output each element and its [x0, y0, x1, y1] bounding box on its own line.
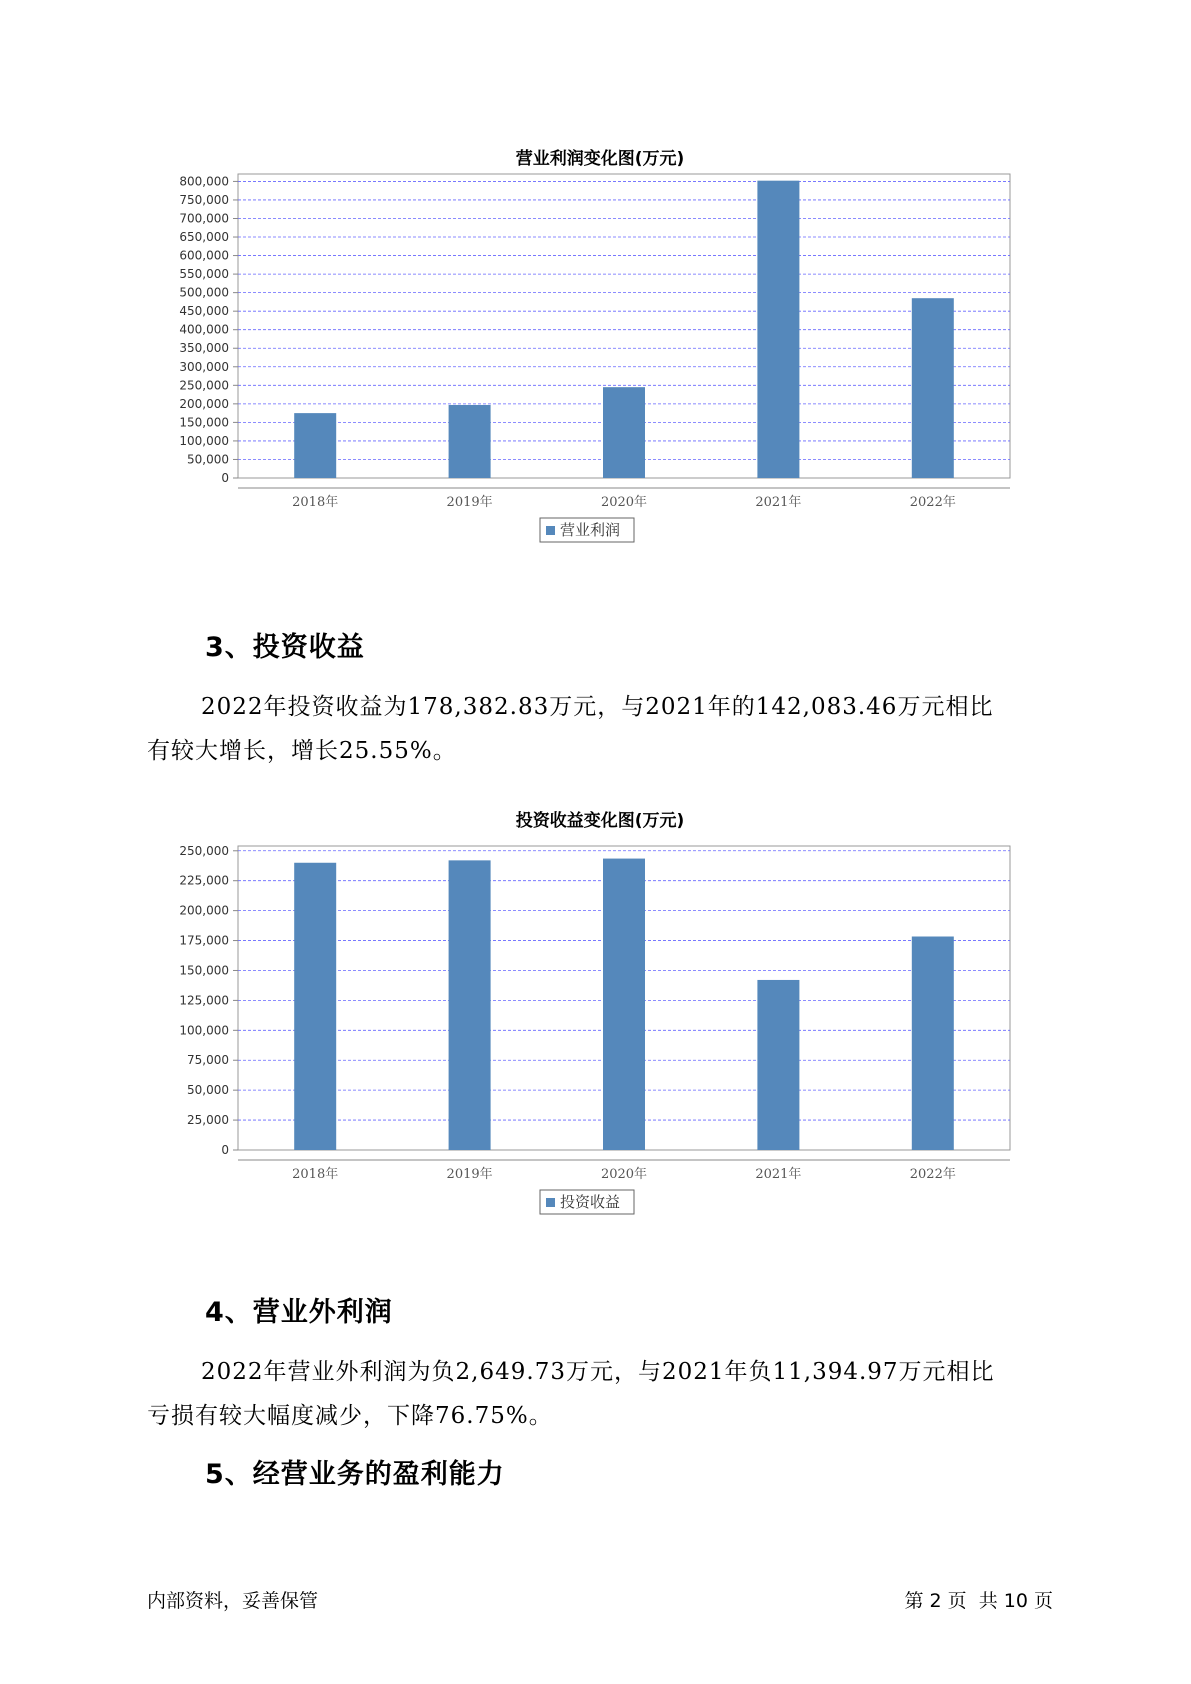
section-3-heading: 3、投资收益 [205, 632, 365, 663]
operating-profit-chart-svg [150, 140, 1050, 600]
x-tick-label: 2022年 [909, 495, 956, 510]
y-tick-label: 600,000 [179, 248, 229, 263]
y-tick-label: 250,000 [179, 378, 229, 393]
y-tick-label: 450,000 [179, 304, 229, 319]
y-tick-label: 100,000 [179, 433, 229, 448]
x-tick-label: 2020年 [600, 1167, 648, 1182]
legend-label: 营业利润 [560, 521, 621, 539]
y-tick-label: 650,000 [179, 230, 229, 245]
x-tick-label: 2019年 [446, 495, 493, 510]
section-4-line-2: 亏损有较大幅度减少，下降76.75%。 [147, 1403, 553, 1429]
y-tick-label: 225,000 [179, 873, 229, 888]
bar [603, 387, 645, 478]
investment-income-chart-svg [150, 802, 1050, 1262]
y-tick-label: 100,000 [179, 1023, 229, 1038]
y-tick-label: 125,000 [179, 993, 229, 1008]
section-3-paragraph [147, 685, 1067, 773]
x-tick-label: 2018年 [292, 1167, 339, 1182]
y-tick-label: 150,000 [179, 415, 229, 430]
section-4-line-1: 2022年营业外利润为负2,649.73万元，与2021年负11,394.97万元相比 [201, 1359, 995, 1385]
y-tick-label: 400,000 [179, 322, 229, 337]
bar [757, 980, 799, 1150]
bar [294, 413, 336, 478]
bar [294, 863, 336, 1150]
y-tick-label: 150,000 [179, 963, 229, 978]
y-tick-label: 0 [221, 1143, 229, 1157]
y-tick-label: 700,000 [179, 211, 229, 226]
y-tick-label: 550,000 [179, 267, 229, 282]
y-tick-label: 0 [221, 471, 229, 485]
section-5-heading: 5、经营业务的盈利能力 [205, 1459, 505, 1490]
bar [449, 405, 491, 478]
y-tick-label: 750,000 [179, 192, 229, 207]
section-3-line-2: 有较大增长，增长25.55%。 [147, 738, 457, 764]
chart-title: 营业利润变化图(万元) [515, 149, 685, 169]
bar [449, 860, 491, 1150]
y-tick-label: 75,000 [187, 1053, 229, 1068]
section-4-paragraph [147, 1350, 1067, 1438]
y-tick-label: 250,000 [179, 843, 229, 858]
y-tick-label: 200,000 [179, 396, 229, 411]
section-3-line-1: 2022年投资收益为178,382.83万元，与2021年的142,083.46万元相比 [201, 694, 994, 720]
y-tick-label: 500,000 [179, 285, 229, 300]
bar [912, 298, 954, 478]
x-tick-label: 2019年 [446, 1167, 493, 1182]
bar [603, 859, 645, 1150]
bar [912, 937, 954, 1150]
investment-income-chart [150, 802, 1050, 1262]
x-tick-label: 2022年 [909, 1167, 956, 1182]
y-tick-label: 200,000 [179, 903, 229, 918]
legend-swatch [546, 1198, 555, 1207]
y-tick-label: 800,000 [179, 174, 229, 189]
y-tick-label: 300,000 [179, 359, 229, 374]
legend-swatch [546, 526, 555, 535]
y-tick-label: 50,000 [187, 1083, 229, 1098]
y-tick-label: 25,000 [187, 1113, 229, 1128]
operating-profit-chart [150, 140, 1050, 600]
bar [757, 181, 799, 478]
y-tick-label: 50,000 [187, 452, 229, 467]
x-tick-label: 2021年 [755, 1167, 802, 1182]
x-tick-label: 2021年 [755, 495, 802, 510]
section-4-heading: 4、营业外利润 [205, 1297, 393, 1328]
x-tick-label: 2020年 [600, 495, 648, 510]
y-tick-label: 350,000 [179, 341, 229, 356]
footer-right: 第 2 页 共 10 页 [904, 1590, 1053, 1612]
chart-title: 投资收益变化图(万元) [515, 811, 685, 831]
x-tick-label: 2018年 [292, 495, 339, 510]
footer-left: 内部资料，妥善保管 [147, 1590, 319, 1612]
y-tick-label: 175,000 [179, 933, 229, 948]
legend-label: 投资收益 [560, 1193, 621, 1211]
